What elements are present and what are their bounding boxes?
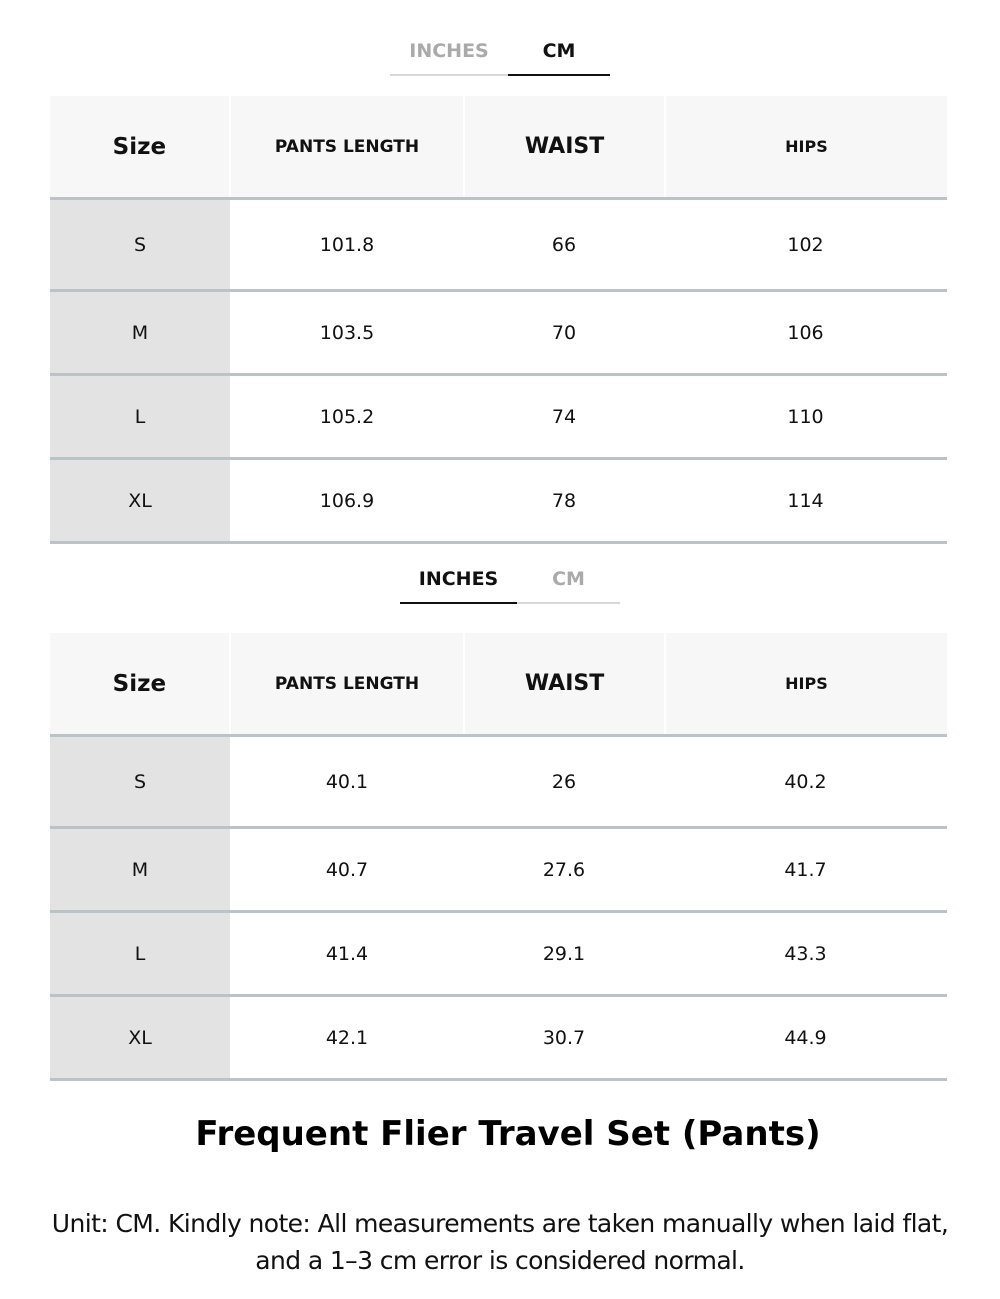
unit-tabs-inches-section (400, 554, 620, 604)
cell-size: M (50, 292, 230, 373)
cell-size: L (50, 376, 230, 457)
table-row (50, 737, 947, 829)
size-table-cm (50, 96, 947, 544)
header-size: Size (112, 133, 167, 160)
product-title: Frequent Flier Travel Set (Pants) (195, 1114, 821, 1154)
cell-waist: 30.7 (542, 1026, 586, 1049)
header-hips: HIPS (664, 96, 947, 197)
cell-size: S (50, 737, 230, 826)
header-pants-length: PANTS LENGTH (229, 633, 463, 734)
cell-hips: 114 (787, 489, 824, 512)
table-row (50, 997, 947, 1081)
table-row (50, 460, 947, 544)
header-size: Size (112, 670, 167, 697)
cell-pants-length: 106.9 (319, 489, 375, 512)
header-waist: WAIST (463, 633, 664, 734)
cell-pants-length: 105.2 (319, 405, 375, 428)
cell-hips: 106 (787, 321, 824, 344)
cell-size: M (50, 829, 230, 910)
cell-hips: 110 (787, 405, 824, 428)
cell-waist: 74 (551, 405, 577, 428)
tab-cm[interactable]: CM (517, 554, 620, 604)
cell-pants-length: 40.7 (325, 858, 369, 881)
tab-cm[interactable]: CM (508, 26, 610, 76)
cell-waist: 27.6 (542, 858, 586, 881)
cell-size: XL (50, 997, 230, 1078)
table-row (50, 376, 947, 460)
table-header (50, 633, 947, 737)
header-hips: HIPS (664, 633, 947, 734)
cell-waist: 26 (551, 770, 577, 793)
table-header (50, 96, 947, 200)
cell-hips: 44.9 (784, 1026, 827, 1049)
cell-hips: 41.7 (784, 858, 827, 881)
cell-pants-length: 103.5 (319, 321, 375, 344)
cell-pants-length: 41.4 (325, 942, 369, 965)
cell-hips: 102 (787, 233, 824, 256)
cell-pants-length: 42.1 (325, 1026, 369, 1049)
cell-hips: 40.2 (784, 770, 827, 793)
unit-tabs-cm-section (390, 26, 610, 76)
cell-waist: 66 (551, 233, 577, 256)
cell-pants-length: 40.1 (325, 770, 369, 793)
cell-waist: 78 (551, 489, 577, 512)
table-row (50, 200, 947, 292)
cell-hips: 43.3 (784, 942, 827, 965)
cell-size: S (50, 200, 230, 289)
header-pants-length: PANTS LENGTH (229, 96, 463, 197)
size-table-inches (50, 633, 947, 1081)
table-row (50, 913, 947, 997)
cell-size: L (50, 913, 230, 994)
table-row (50, 292, 947, 376)
tab-inches[interactable]: INCHES (390, 26, 508, 76)
cell-size: XL (50, 460, 230, 541)
header-waist: WAIST (463, 96, 664, 197)
table-row (50, 829, 947, 913)
tab-inches[interactable]: INCHES (400, 554, 517, 604)
measurement-note: Unit: CM. Kindly note: All measurements are taken manually when laid flat, and a 1–3 cm error is considered normal. (51, 1209, 949, 1275)
cell-waist: 29.1 (542, 942, 586, 965)
cell-pants-length: 101.8 (319, 233, 375, 256)
cell-waist: 70 (551, 321, 577, 344)
